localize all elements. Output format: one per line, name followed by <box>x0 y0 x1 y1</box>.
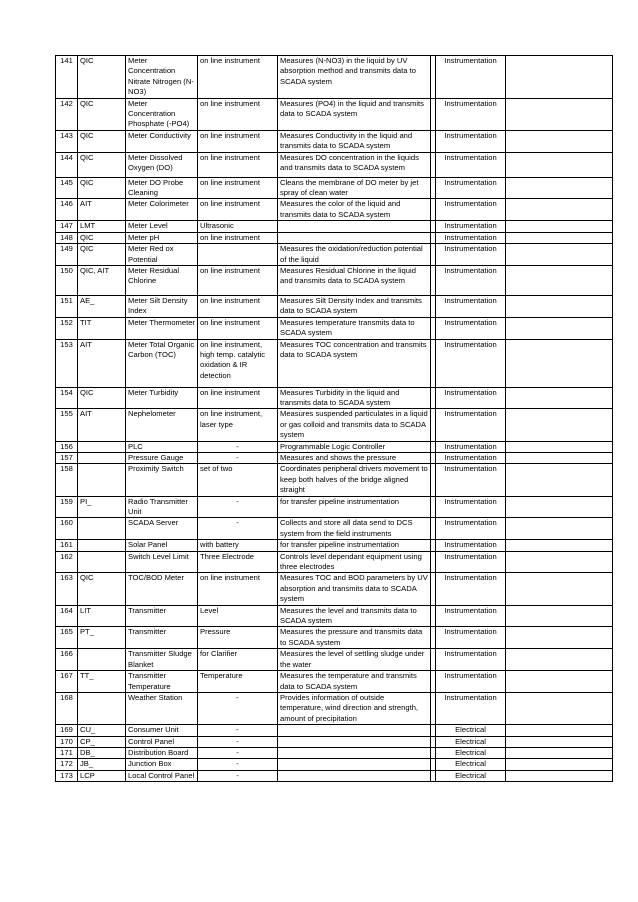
equipment-name: Meter Red ox Potential <box>126 244 198 266</box>
blank-cell <box>506 551 613 573</box>
category: Instrumentation <box>436 518 506 540</box>
category: Instrumentation <box>436 671 506 693</box>
row-number: 171 <box>56 747 78 758</box>
category: Instrumentation <box>436 409 506 441</box>
equipment-name: Meter pH <box>126 232 198 243</box>
table-row <box>56 747 613 758</box>
row-number: 158 <box>56 464 78 496</box>
equipment-type: - <box>198 747 278 758</box>
row-number: 162 <box>56 551 78 573</box>
description: Measures TOC and BOD parameters by UV absorption and transmits data to SCADA system <box>278 573 431 605</box>
tag-code: LIT <box>78 605 126 627</box>
table-row <box>56 244 613 266</box>
equipment-type: - <box>198 759 278 770</box>
row-number: 147 <box>56 221 78 232</box>
blank-cell <box>506 339 613 387</box>
blank-cell <box>506 770 613 781</box>
row-number: 143 <box>56 130 78 152</box>
row-number: 161 <box>56 540 78 551</box>
table-row <box>56 759 613 770</box>
equipment-name: Meter Concentration Phosphate (-PO4) <box>126 98 198 130</box>
row-number: 155 <box>56 409 78 441</box>
blank-cell <box>506 317 613 339</box>
equipment-name: Consumer Unit <box>126 725 198 736</box>
row-number: 164 <box>56 605 78 627</box>
table-row <box>56 770 613 781</box>
table-row <box>56 152 613 177</box>
blank-cell <box>506 265 613 295</box>
description: Measures (N-NO3) in the liquid by UV absorption method and transmits data to SCADA system <box>278 56 431 99</box>
equipment-type: Level <box>198 605 278 627</box>
equipment-name: Meter Colorimeter <box>126 199 198 221</box>
description: Measures and shows the pressure <box>278 452 431 463</box>
category: Instrumentation <box>436 317 506 339</box>
description: Measures the temperature and transmits data to SCADA system <box>278 671 431 693</box>
equipment-type: on line instrument <box>198 199 278 221</box>
equipment-type: on line instrument <box>198 265 278 295</box>
blank-cell <box>506 177 613 199</box>
tag-code: LMT <box>78 221 126 232</box>
table-row <box>56 671 613 693</box>
equipment-type: - <box>198 770 278 781</box>
category: Instrumentation <box>436 649 506 671</box>
equipment-name: Proximity Switch <box>126 464 198 496</box>
tag-code: PT_ <box>78 627 126 649</box>
description: Measures the level of settling sludge under the water <box>278 649 431 671</box>
row-number: 156 <box>56 441 78 452</box>
table-row <box>56 130 613 152</box>
equipment-name: Meter DO Probe Cleaning <box>126 177 198 199</box>
category: Instrumentation <box>436 692 506 724</box>
equipment-name: Nephelometer <box>126 409 198 441</box>
blank-cell <box>506 573 613 605</box>
blank-cell <box>506 56 613 99</box>
equipment-name: Local Control Panel <box>126 770 198 781</box>
tag-code: CP_ <box>78 736 126 747</box>
row-number: 146 <box>56 199 78 221</box>
tag-code: QIC <box>78 244 126 266</box>
description: Measures suspended particulates in a liquid or gas colloid and transmits data to SCADA system <box>278 409 431 441</box>
blank-cell <box>506 605 613 627</box>
row-number: 170 <box>56 736 78 747</box>
equipment-name: Control Panel <box>126 736 198 747</box>
blank-cell <box>506 540 613 551</box>
blank-cell <box>506 199 613 221</box>
tag-code: QIC <box>78 152 126 177</box>
table-row <box>56 452 613 463</box>
row-number: 159 <box>56 496 78 518</box>
table-row <box>56 496 613 518</box>
equipment-name: Weather Station <box>126 692 198 724</box>
equipment-name: Distribution Board <box>126 747 198 758</box>
blank-cell <box>506 295 613 317</box>
category: Instrumentation <box>436 130 506 152</box>
blank-cell <box>506 464 613 496</box>
tag-code <box>78 518 126 540</box>
equipment-type <box>198 244 278 266</box>
description: Collects and store all data send to DCS system from the field instruments <box>278 518 431 540</box>
table-row <box>56 177 613 199</box>
equipment-name: Meter Silt Density Index <box>126 295 198 317</box>
tag-code <box>78 649 126 671</box>
description <box>278 736 431 747</box>
table-row <box>56 409 613 441</box>
tag-code <box>78 441 126 452</box>
blank-cell <box>506 671 613 693</box>
description: Provides information of outside temperature, wind direction and strength, amount of precipitation <box>278 692 431 724</box>
tag-code <box>78 452 126 463</box>
tag-code: LCP <box>78 770 126 781</box>
description: Measures the oxidation/reduction potential of the liquid <box>278 244 431 266</box>
description: for transfer pipeline instrumentation <box>278 496 431 518</box>
table-row <box>56 295 613 317</box>
blank-cell <box>506 441 613 452</box>
equipment-name: Solar Panel <box>126 540 198 551</box>
row-number: 165 <box>56 627 78 649</box>
equipment-type: set of two <box>198 464 278 496</box>
tag-code: PI_ <box>78 496 126 518</box>
category: Instrumentation <box>436 551 506 573</box>
category: Instrumentation <box>436 387 506 409</box>
table-row <box>56 692 613 724</box>
tag-code <box>78 551 126 573</box>
tag-code: AIT <box>78 339 126 387</box>
blank-cell <box>506 387 613 409</box>
blank-cell <box>506 232 613 243</box>
tag-code: QIC <box>78 98 126 130</box>
description: Measures the color of the liquid and transmits data to SCADA system <box>278 199 431 221</box>
equipment-name: Radio Transmitter Unit <box>126 496 198 518</box>
equipment-name: Pressure Gauge <box>126 452 198 463</box>
equipment-name: TOC/BOD Meter <box>126 573 198 605</box>
description: Measures Silt Density Index and transmits data to SCADA system <box>278 295 431 317</box>
row-number: 149 <box>56 244 78 266</box>
equipment-type: Pressure <box>198 627 278 649</box>
equipment-name: Transmitter <box>126 627 198 649</box>
description <box>278 770 431 781</box>
category: Instrumentation <box>436 56 506 99</box>
tag-code: TT_ <box>78 671 126 693</box>
category: Electrical <box>436 759 506 770</box>
tag-code: CU_ <box>78 725 126 736</box>
category: Electrical <box>436 736 506 747</box>
row-number: 160 <box>56 518 78 540</box>
equipment-type: on line instrument <box>198 232 278 243</box>
equipment-type: on line instrument <box>198 295 278 317</box>
category: Instrumentation <box>436 464 506 496</box>
blank-cell <box>506 649 613 671</box>
description: Measures DO concentration in the liquids and transmits data to SCADA system <box>278 152 431 177</box>
equipment-name: Meter Conductivity <box>126 130 198 152</box>
blank-cell <box>506 627 613 649</box>
row-number: 168 <box>56 692 78 724</box>
equipment-name: Meter Concentration Nitrate Nitrogen (N-NO3) <box>126 56 198 99</box>
equipment-type: on line instrument, high temp. catalytic oxidation & IR detection <box>198 339 278 387</box>
equipment-name: SCADA Server <box>126 518 198 540</box>
blank-cell <box>506 244 613 266</box>
row-number: 163 <box>56 573 78 605</box>
description <box>278 747 431 758</box>
blank-cell <box>506 221 613 232</box>
equipment-type: - <box>198 452 278 463</box>
equipment-type: - <box>198 692 278 724</box>
equipment-name: Junction Box <box>126 759 198 770</box>
description: Measures (PO4) in the liquid and transmits data to SCADA system <box>278 98 431 130</box>
blank-cell <box>506 747 613 758</box>
row-number: 150 <box>56 265 78 295</box>
blank-cell <box>506 518 613 540</box>
table-row <box>56 725 613 736</box>
category: Instrumentation <box>436 627 506 649</box>
blank-cell <box>506 98 613 130</box>
equipment-type: on line instrument, laser type <box>198 409 278 441</box>
equipment-type: on line instrument <box>198 152 278 177</box>
category: Instrumentation <box>436 265 506 295</box>
equipment-name: Meter Level <box>126 221 198 232</box>
blank-cell <box>506 496 613 518</box>
tag-code: TIT <box>78 317 126 339</box>
description: Programmable Logic Controller <box>278 441 431 452</box>
blank-cell <box>506 692 613 724</box>
equipment-type: - <box>198 441 278 452</box>
equipment-name: Transmitter Temperature <box>126 671 198 693</box>
equipment-name: Meter Turbidity <box>126 387 198 409</box>
category: Instrumentation <box>436 540 506 551</box>
equipment-name: Meter Total Organic Carbon (TOC) <box>126 339 198 387</box>
row-number: 151 <box>56 295 78 317</box>
category: Instrumentation <box>436 441 506 452</box>
row-number: 148 <box>56 232 78 243</box>
equipment-type: Temperature <box>198 671 278 693</box>
equipment-name: Meter Dissolved Oxygen (DO) <box>126 152 198 177</box>
table-row <box>56 551 613 573</box>
tag-code <box>78 464 126 496</box>
equipment-type: - <box>198 518 278 540</box>
table-row <box>56 56 613 99</box>
tag-code: QIC, AIT <box>78 265 126 295</box>
tag-code: JB_ <box>78 759 126 770</box>
table-row <box>56 199 613 221</box>
table-row <box>56 387 613 409</box>
row-number: 145 <box>56 177 78 199</box>
blank-cell <box>506 130 613 152</box>
row-number: 141 <box>56 56 78 99</box>
table-row <box>56 265 613 295</box>
tag-code: AIT <box>78 199 126 221</box>
equipment-type: - <box>198 725 278 736</box>
table-row <box>56 605 613 627</box>
category: Electrical <box>436 747 506 758</box>
tag-code: QIC <box>78 56 126 99</box>
category: Electrical <box>436 770 506 781</box>
blank-cell <box>506 759 613 770</box>
equipment-name: Transmitter Sludge Blanket <box>126 649 198 671</box>
table-row <box>56 736 613 747</box>
description: Measures the level and transmits data to SCADA system <box>278 605 431 627</box>
row-number: 144 <box>56 152 78 177</box>
row-number: 153 <box>56 339 78 387</box>
equipment-name: Meter Residual Chlorine <box>126 265 198 295</box>
blank-cell <box>506 736 613 747</box>
category: Instrumentation <box>436 199 506 221</box>
blank-cell <box>506 452 613 463</box>
equipment-type: Three Electrode <box>198 551 278 573</box>
table-row <box>56 573 613 605</box>
table-row <box>56 98 613 130</box>
description: Measures Residual Chlorine in the liquid and transmits data to SCADA system <box>278 265 431 295</box>
equipment-type: on line instrument <box>198 317 278 339</box>
description: Cleans the membrane of DO meter by jet spray of clean water <box>278 177 431 199</box>
equipment-type: on line instrument <box>198 98 278 130</box>
equipment-type: Ultrasonic <box>198 221 278 232</box>
description: Coordinates peripheral drivers movement to keep both halves of the bridge aligned straight <box>278 464 431 496</box>
row-number: 172 <box>56 759 78 770</box>
description: Controls level dependant equipment using three electrodes <box>278 551 431 573</box>
description: for transfer pipeline instrumentation <box>278 540 431 551</box>
category: Instrumentation <box>436 232 506 243</box>
equipment-type: on line instrument <box>198 573 278 605</box>
table-row <box>56 441 613 452</box>
tag-code: QIC <box>78 573 126 605</box>
tag-code <box>78 540 126 551</box>
equipment-type: with battery <box>198 540 278 551</box>
table-row <box>56 649 613 671</box>
table-row <box>56 540 613 551</box>
category: Instrumentation <box>436 573 506 605</box>
description: Measures Conductivity in the liquid and transmits data to SCADA system <box>278 130 431 152</box>
category: Instrumentation <box>436 221 506 232</box>
tag-code: QIC <box>78 130 126 152</box>
description: Measures TOC concentration and transmits data to SCADA system <box>278 339 431 387</box>
equipment-type: on line instrument <box>198 177 278 199</box>
description <box>278 725 431 736</box>
equipment-type: on line instrument <box>198 130 278 152</box>
tag-code: DB_ <box>78 747 126 758</box>
tag-code: QIC <box>78 177 126 199</box>
description: Measures temperature transmits data to SCADA system <box>278 317 431 339</box>
category: Instrumentation <box>436 177 506 199</box>
category: Instrumentation <box>436 244 506 266</box>
row-number: 154 <box>56 387 78 409</box>
description <box>278 232 431 243</box>
table-row <box>56 464 613 496</box>
table-row <box>56 232 613 243</box>
category: Instrumentation <box>436 295 506 317</box>
table-row <box>56 627 613 649</box>
row-number: 166 <box>56 649 78 671</box>
equipment-type: on line instrument <box>198 56 278 99</box>
equipment-name: Switch Level Limit <box>126 551 198 573</box>
description <box>278 759 431 770</box>
blank-cell <box>506 152 613 177</box>
blank-cell <box>506 409 613 441</box>
row-number: 142 <box>56 98 78 130</box>
equipment-type: for Clarifier <box>198 649 278 671</box>
tag-code: AIT <box>78 409 126 441</box>
equipment-table <box>55 55 613 782</box>
description <box>278 221 431 232</box>
row-number: 173 <box>56 770 78 781</box>
table-row <box>56 221 613 232</box>
category: Instrumentation <box>436 496 506 518</box>
equipment-type: - <box>198 496 278 518</box>
description: Measures the pressure and transmits data to SCADA system <box>278 627 431 649</box>
equipment-name: Transmitter <box>126 605 198 627</box>
table-body <box>56 56 613 782</box>
table-row <box>56 317 613 339</box>
blank-cell <box>506 725 613 736</box>
row-number: 167 <box>56 671 78 693</box>
equipment-type: on line instrument <box>198 387 278 409</box>
row-number: 169 <box>56 725 78 736</box>
table-row <box>56 518 613 540</box>
equipment-type: - <box>198 736 278 747</box>
equipment-name: PLC <box>126 441 198 452</box>
category: Instrumentation <box>436 452 506 463</box>
row-number: 157 <box>56 452 78 463</box>
category: Instrumentation <box>436 152 506 177</box>
equipment-name: Meter Thermometer <box>126 317 198 339</box>
category: Instrumentation <box>436 605 506 627</box>
category: Instrumentation <box>436 98 506 130</box>
tag-code <box>78 692 126 724</box>
tag-code: QIC <box>78 232 126 243</box>
table-row <box>56 339 613 387</box>
row-number: 152 <box>56 317 78 339</box>
tag-code: AE_ <box>78 295 126 317</box>
tag-code: QIC <box>78 387 126 409</box>
category: Electrical <box>436 725 506 736</box>
description: Measures Turbidity in the liquid and transmits data to SCADA system <box>278 387 431 409</box>
category: Instrumentation <box>436 339 506 387</box>
